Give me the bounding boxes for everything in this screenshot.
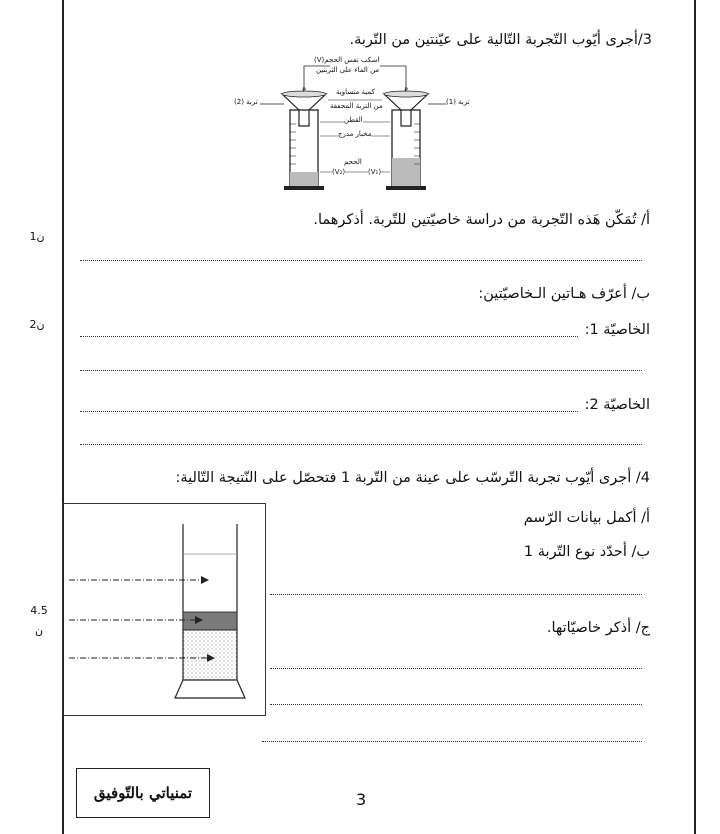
q4-part-c: ج/ أذكر خاصيّاتها. [546, 620, 650, 636]
sedimentation-diagram-box [62, 503, 266, 716]
margin-mark-3-number: 4.5 [30, 604, 48, 617]
page-number: 3 [356, 790, 367, 809]
q3-experiment-diagram [232, 54, 482, 194]
diagram-v1-label: (V₁) [368, 168, 382, 176]
diagram-top-label-1: اسكب نفس الحجم(V) [314, 56, 380, 64]
answer-line[interactable] [270, 704, 642, 705]
diagram-mid-label-2: من التربة المجففة [330, 102, 383, 110]
answer-line[interactable] [80, 411, 578, 412]
q3-part-b: ب/ أعرّف هـاتين الـخاصيّتين: [478, 286, 650, 302]
diagram-top-label-2: من الماء على التربتين [316, 66, 380, 74]
q4-title: 4/ أجرى أيّوب تجربة التّرسّب على عينة من التّربة 1 فتحصّل على النّتيجة التّالية: [175, 470, 650, 486]
right-frame-line [694, 0, 696, 834]
q4-part-b: ب/ أحدّد نوع التّربة 1 [523, 544, 650, 560]
margin-mark-1: 1ن [29, 230, 45, 243]
svg-text:P: P [404, 87, 408, 94]
funnel-cylinders-drawing [232, 54, 482, 194]
sedimentation-cylinder-drawing [63, 504, 265, 715]
q4-part-a: أ/ أكمل بيانات الرّسم [523, 510, 650, 526]
diagram-v2-label: (V₂) [332, 168, 346, 176]
answer-line[interactable] [270, 594, 642, 595]
answer-line[interactable] [262, 741, 642, 742]
answer-line[interactable] [80, 444, 642, 445]
q3-property-2-label: الخاصيّة 2: [584, 397, 650, 413]
answer-line[interactable] [80, 260, 642, 261]
q3-property-1-label: الخاصيّة 1: [584, 322, 650, 338]
answer-line[interactable] [80, 370, 642, 371]
diagram-volume-label: الحجم [344, 158, 362, 166]
svg-text:P: P [302, 87, 306, 94]
margin-mark-2: 2ن [29, 318, 45, 331]
diagram-mid-label-1: كمية متساوية [336, 88, 375, 96]
margin-mark-3-unit: ن [34, 624, 44, 637]
answer-line[interactable] [270, 668, 642, 669]
answer-line[interactable] [80, 336, 578, 337]
diagram-cotton-label: القطن [344, 116, 363, 124]
diagram-right-label: تربة (1) [446, 98, 470, 106]
q3-part-a: أ/ تُمَكّن هَذه التّجربة من دراسة خاصيّتين للتّربة. أذكرهما. [313, 212, 650, 228]
diagram-cylinder-label: مخبار مدرج [338, 130, 372, 138]
good-luck-box: تمنياتي بالتّوفيق [76, 768, 210, 818]
diagram-left-label: تربة (2) [234, 98, 258, 106]
q3-title: 3/أجرى أيّوب التّجربة التّالية على عيّنتين من التّربة. [349, 32, 652, 48]
